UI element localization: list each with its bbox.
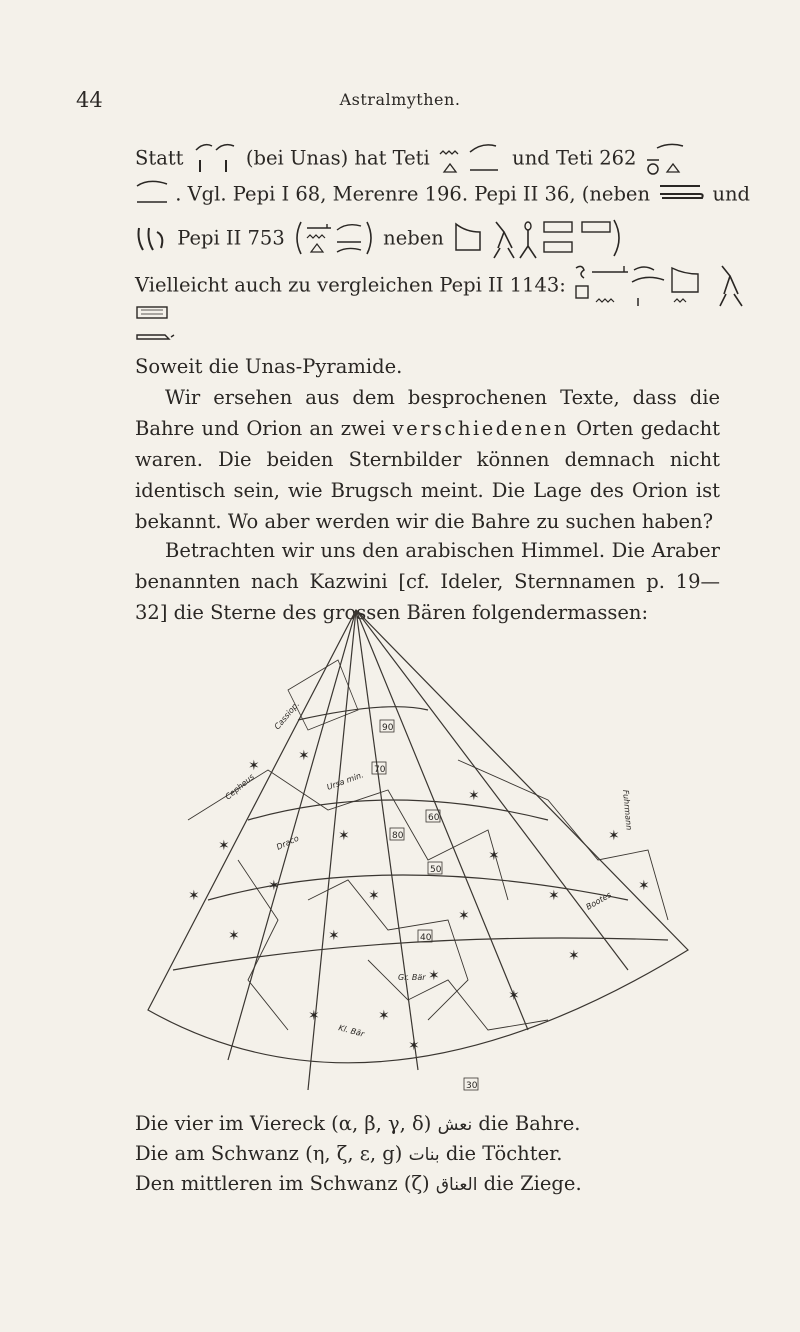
hieroglyph-group-10 (135, 303, 195, 347)
paragraph-2-text-b: Orten gedacht waren. Die beiden Sternbilder können demnach nicht identisch sein, wie Brugsch meint. Die Lage des Orion ist bekannt. Wo aber werden wir die Bahre zu suchen haben? (135, 417, 721, 533)
text-statt: Statt (135, 146, 184, 170)
dec-arc-1 (298, 707, 428, 720)
svg-text:✶: ✶ (188, 888, 200, 904)
hieroglyph-group-2 (436, 142, 506, 176)
paragraph-2-spaced-word: verschiedenen (392, 417, 569, 440)
text-bei-unas: (bei Unas) hat Teti (245, 146, 430, 170)
svg-text:✶: ✶ (428, 968, 440, 984)
hieroglyph-group-7 (291, 220, 377, 258)
svg-text:✶: ✶ (298, 748, 310, 764)
paragraph-1-text: Soweit die Unas-Pyramide. (135, 355, 403, 378)
hieroglyph-group-5 (656, 180, 706, 210)
text-pepi-753: Pepi II 753 (177, 226, 285, 250)
paragraph-1 (135, 351, 720, 382)
boundary-4 (238, 860, 288, 1030)
grid-label-90: 90 (382, 723, 394, 733)
hieroglyph-line-4 (135, 262, 797, 310)
svg-text:✶: ✶ (248, 758, 260, 774)
caption-2-arabic: بنات (408, 1145, 440, 1165)
annotation-bootes: Bootes (584, 890, 613, 912)
annotation-auriga: Fuhrmann (621, 789, 634, 831)
grid-label-70: 70 (374, 765, 386, 775)
svg-text:✶: ✶ (638, 878, 650, 894)
svg-text:✶: ✶ (408, 1038, 420, 1054)
grid-label-40: 40 (420, 933, 432, 943)
caption-1-arabic: نعش (437, 1115, 473, 1135)
svg-text:✶: ✶ (308, 1008, 320, 1024)
caption-2-text-a: Die am Schwanz (η, ζ, ε, g) (135, 1142, 403, 1165)
text-neben: neben (383, 226, 444, 250)
annotation-great-bear: Gr. Bär (398, 973, 426, 982)
grid-label-50: 50 (430, 865, 442, 875)
hieroglyph-line-1 (135, 142, 687, 176)
boundary-3 (458, 760, 668, 920)
svg-text:✶: ✶ (608, 828, 620, 844)
annotation-draco: Draco (275, 833, 301, 852)
page-number: 44 (76, 88, 103, 112)
annotation-cassiopeia: Cassiop. (272, 699, 302, 732)
hieroglyph-line-5 (135, 303, 195, 347)
hieroglyph-group-6 (135, 222, 171, 256)
svg-text:✶: ✶ (548, 888, 560, 904)
star-chart-figure (128, 600, 708, 1100)
svg-text:✶: ✶ (568, 948, 580, 964)
annotation-little-bear: Kl. Bär (337, 1023, 366, 1039)
grid-label-30: 30 (466, 1081, 478, 1091)
svg-text:✶: ✶ (458, 908, 470, 924)
running-title: Astralmythen. (339, 90, 461, 109)
hieroglyph-group-1 (190, 142, 240, 176)
svg-text:✶: ✶ (378, 1008, 390, 1024)
grid-labels (372, 720, 478, 1091)
annotation-ursa-minor: Ursa min. (325, 770, 365, 792)
caption-2-text-b: die Töchter. (445, 1142, 563, 1165)
hieroglyph-group-4 (135, 180, 169, 210)
caption-3-text-a: Den mittleren im Schwanz (ζ) (135, 1172, 430, 1195)
caption-2 (135, 1142, 563, 1165)
dec-arc-2 (248, 800, 548, 820)
annotation-cepheus: Cepheus (223, 772, 256, 802)
svg-text:✶: ✶ (488, 848, 500, 864)
caption-3-text-b: die Ziege. (483, 1172, 582, 1195)
text-vgl-pepi: . Vgl. Pepi I 68, Merenre 196. Pepi II 36, (neben (175, 182, 651, 206)
caption-1 (135, 1112, 580, 1135)
meridian-3 (356, 610, 528, 1030)
svg-text:✶: ✶ (228, 928, 240, 944)
svg-text:✶: ✶ (338, 828, 350, 844)
grid-label-80: 80 (392, 831, 404, 841)
paragraph-3-text: Betrachten wir uns den arabischen Himmel. Die Araber benannten nach Kazwini [cf. Ideler, Sternnamen p. 19—32] die Sterne des grossen Bären folgendermassen: (135, 539, 720, 624)
star-markers (188, 748, 650, 1054)
caption-3 (135, 1172, 582, 1195)
svg-text:✶: ✶ (328, 928, 340, 944)
svg-text:✶: ✶ (508, 988, 520, 1004)
caption-1-text-b: die Bahre. (478, 1112, 581, 1135)
text-vielleicht: Vielleicht auch zu vergleichen Pepi II 1143: (135, 273, 566, 297)
text-und-teti: und Teti 262 (512, 146, 637, 170)
hieroglyph-group-3 (643, 142, 687, 176)
hieroglyph-group-9 (572, 262, 797, 310)
boundary-2 (308, 880, 468, 1020)
hieroglyph-line-3 (135, 218, 626, 260)
boundary-5 (368, 960, 548, 1030)
caption-1-text-a: Die vier im Viereck (α, β, γ, δ) (135, 1112, 432, 1135)
paragraph-2 (135, 382, 720, 537)
svg-text:✶: ✶ (268, 878, 280, 894)
paragraph-2-text-a: Wir ersehen aus dem besprochenen Texte, dass die Bahre und Orion an zwei (135, 386, 720, 440)
svg-text:✶: ✶ (368, 888, 380, 904)
svg-text:✶: ✶ (218, 838, 230, 854)
caption-3-arabic: العناق (435, 1175, 478, 1195)
hieroglyph-line-2 (135, 180, 750, 210)
svg-text:✶: ✶ (468, 788, 480, 804)
grid-label-60: 60 (428, 813, 440, 823)
text-und: und (712, 182, 751, 206)
hieroglyph-group-8 (450, 218, 626, 260)
